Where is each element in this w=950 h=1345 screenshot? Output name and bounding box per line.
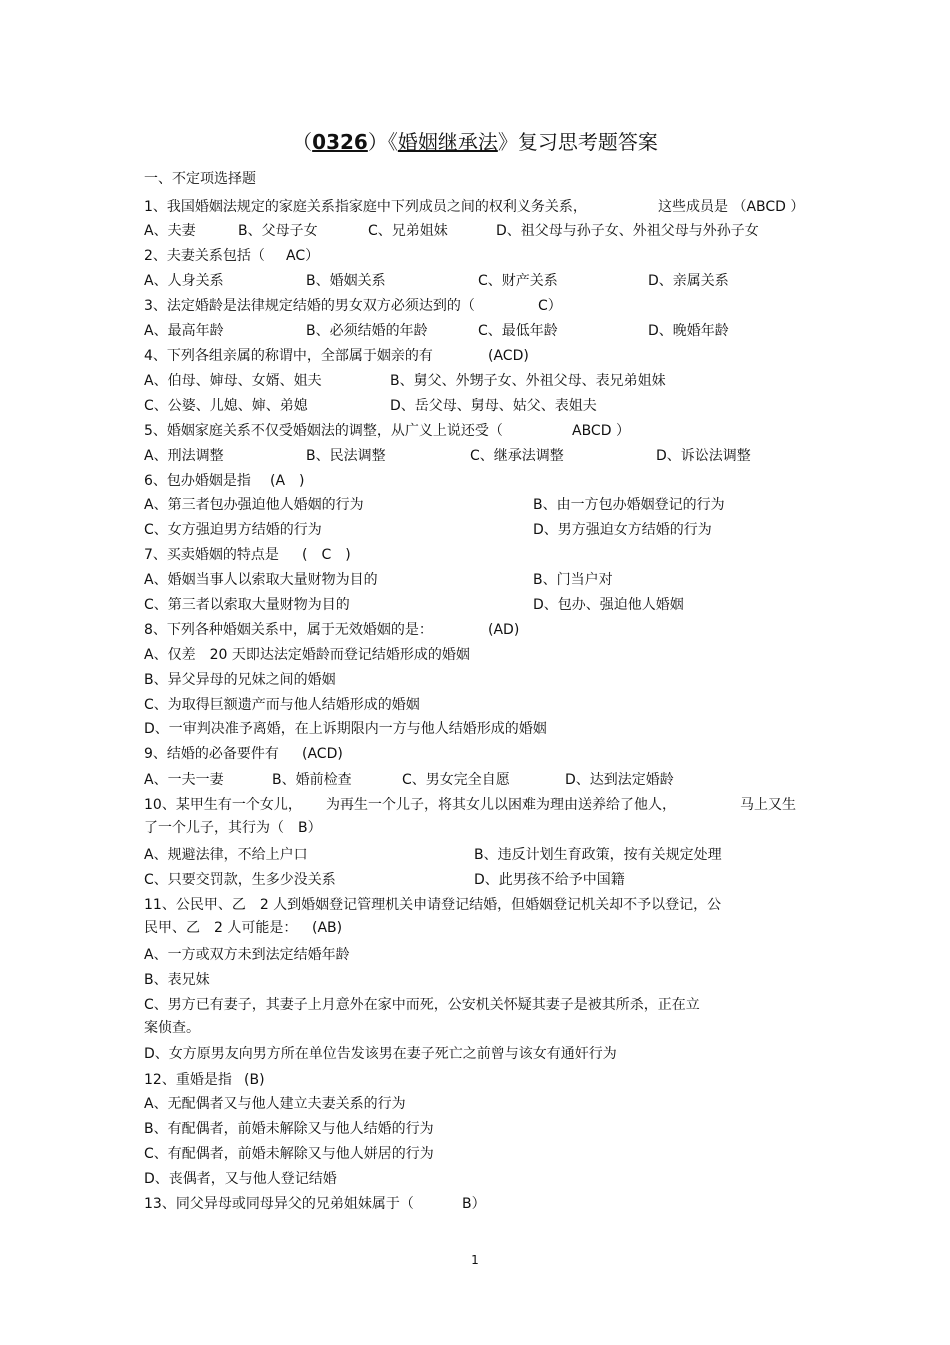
q6-option-b: B、由一方包办婚姻登记的行为 <box>533 497 725 513</box>
question-10-part-a: 10、某甲生有一个女儿， <box>144 797 302 813</box>
q1-option-d: D、祖父母与孙子女、外祖父母与外孙子女 <box>496 223 759 239</box>
page-number: 1 <box>471 1253 479 1267</box>
q4-option-b: B、舅父、外甥子女、外祖父母、表兄弟姐妹 <box>390 373 666 389</box>
question-10-part-b: 为再生一个儿子，将其女儿以困难为理由送养给了他人， <box>326 797 676 813</box>
q9-option-c: C、男女完全自愿 <box>402 772 510 788</box>
q3-option-c: C、最低年龄 <box>478 323 558 339</box>
q11-option-c-line-2: 案侦查。 <box>144 1020 200 1036</box>
q6-option-c: C、女方强迫男方结婚的行为 <box>144 522 322 538</box>
q10-option-d: D、此男孩不给予中国籍 <box>474 872 625 888</box>
question-6-answer: (A ) <box>270 473 305 489</box>
question-8-answer: (AD) <box>488 622 520 638</box>
question-9: 9、结婚的必备要件有 <box>144 746 279 762</box>
question-6: 6、包办婚姻是指 <box>144 473 251 489</box>
question-13: 13、同父异母或同母异父的兄弟姐妹属于（ <box>144 1196 414 1212</box>
q7-option-a: A、婚姻当事人以索取大量财物为目的 <box>144 572 378 588</box>
question-4: 4、下列各组亲属的称谓中，全部属于姻亲的有 <box>144 348 433 364</box>
q6-option-a: A、第三者包办强迫他人婚姻的行为 <box>144 497 364 513</box>
q2-option-d: D、亲属关系 <box>648 273 729 289</box>
q8-option-a: A、仅差 20 天即达法定婚龄而登记结婚形成的婚姻 <box>144 647 470 663</box>
question-3: 3、法定婚龄是法律规定结婚的男女双方必须达到的（ <box>144 298 475 314</box>
course-code: 0326 <box>312 130 368 154</box>
q2-option-b: B、婚姻关系 <box>306 273 386 289</box>
question-11-line-2: 民甲、乙 2 人可能是： <box>144 920 298 936</box>
question-9-answer: (ACD) <box>302 746 343 762</box>
q8-option-d: D、一审判决准予离婚，在上诉期限内一方与他人结婚形成的婚姻 <box>144 721 547 737</box>
q11-option-d: D、女方原男友向男方所在单位告发该男在妻子死亡之前曾与该女有通奸行为 <box>144 1046 617 1062</box>
q10-option-b: B、违反计划生育政策，按有关规定处理 <box>474 847 722 863</box>
q12-option-c: C、有配偶者，前婚未解除又与他人姘居的行为 <box>144 1146 434 1162</box>
q9-option-a: A、一夫一妻 <box>144 772 224 788</box>
course-name: 婚姻继承法 <box>397 130 498 154</box>
q1-option-b: B、父母子女 <box>238 223 318 239</box>
q3-option-b: B、必须结婚的年龄 <box>306 323 428 339</box>
question-7: 7、买卖婚姻的特点是 <box>144 547 279 563</box>
q12-option-d: D、丧偶者，又与他人登记结婚 <box>144 1171 337 1187</box>
question-3-answer: C） <box>538 298 562 314</box>
question-7-answer: ( C ) <box>302 547 351 563</box>
q2-option-a: A、人身关系 <box>144 273 224 289</box>
q7-option-d: D、包办、强迫他人婚姻 <box>533 597 684 613</box>
page-title <box>0 128 950 156</box>
q7-option-b: B、门当户对 <box>533 572 613 588</box>
q1-option-c: C、兄弟姐妹 <box>368 223 448 239</box>
q11-option-a: A、一方或双方未到法定结婚年龄 <box>144 947 350 963</box>
question-10-line-2: 了一个儿子，其行为（ B） <box>144 820 322 836</box>
question-10-part-c: 马上又生 <box>740 797 796 813</box>
question-13-answer: B） <box>462 1196 486 1212</box>
question-4-answer: (ACD) <box>488 348 529 364</box>
q2-option-c: C、财产关系 <box>478 273 558 289</box>
q7-option-c: C、第三者以索取大量财物为目的 <box>144 597 350 613</box>
q11-option-c-line-1: C、男方已有妻子，其妻子上月意外在家中而死，公安机关怀疑其妻子是被其所杀，正在立 <box>144 997 700 1013</box>
q10-option-a: A、规避法律，不给上户口 <box>144 847 308 863</box>
question-12: 12、重婚是指 <box>144 1072 232 1088</box>
title-bracket-close: 》 <box>497 130 518 154</box>
q5-option-c: C、继承法调整 <box>470 448 564 464</box>
question-11-line-1: 11、公民甲、乙 2 人到婚姻登记管理机关申请登记结婚，但婚姻登记机关却不予以登记，公 <box>144 897 722 913</box>
question-8: 8、下列各种婚姻关系中，属于无效婚姻的是： <box>144 622 433 638</box>
q9-option-d: D、达到法定婚龄 <box>565 772 674 788</box>
title-rest: 复习思考题答案 <box>517 130 658 154</box>
q8-option-c: C、为取得巨额遗产而与他人结婚形成的婚姻 <box>144 697 420 713</box>
question-5-answer: ABCD ） <box>572 423 630 439</box>
q4-option-c: C、公婆、儿媳、婶、弟媳 <box>144 398 308 414</box>
q5-option-b: B、民法调整 <box>306 448 386 464</box>
q10-option-c: C、只要交罚款，生多少没关系 <box>144 872 336 888</box>
q5-option-d: D、诉讼法调整 <box>656 448 751 464</box>
q4-option-a: A、伯母、婶母、女婿、姐夫 <box>144 373 322 389</box>
q11-option-b: B、表兄妹 <box>144 972 210 988</box>
question-5: 5、婚姻家庭关系不仅受婚姻法的调整，从广义上说还受（ <box>144 423 503 439</box>
q5-option-a: A、刑法调整 <box>144 448 224 464</box>
q1-option-a: A、夫妻 <box>144 223 196 239</box>
q12-option-b: B、有配偶者，前婚未解除又与他人结婚的行为 <box>144 1121 434 1137</box>
question-12-answer: (B) <box>244 1072 265 1088</box>
question-2: 2、夫妻关系包括（ <box>144 248 265 264</box>
q3-option-a: A、最高年龄 <box>144 323 224 339</box>
q6-option-d: D、男方强迫女方结婚的行为 <box>533 522 712 538</box>
q12-option-a: A、无配偶者又与他人建立夫妻关系的行为 <box>144 1096 406 1112</box>
q8-option-b: B、异父异母的兄妹之间的婚姻 <box>144 672 336 688</box>
question-2-answer: AC） <box>286 248 320 264</box>
q3-option-d: D、晚婚年龄 <box>648 323 729 339</box>
question-1: 1、我国婚姻法规定的家庭关系指家庭中下列成员之间的权利义务关系， <box>144 199 587 215</box>
section-heading: 一、不定项选择题 <box>144 171 256 187</box>
question-1-answer: 这些成员是 （ABCD ） <box>658 199 805 215</box>
q9-option-b: B、婚前检查 <box>272 772 352 788</box>
title-bracket-open: （ <box>292 130 313 154</box>
question-11-answer: (AB) <box>312 920 343 936</box>
q4-option-d: D、岳父母、舅母、姑父、表姐夫 <box>390 398 597 414</box>
title-bracket-mid: ）《 <box>367 130 398 154</box>
